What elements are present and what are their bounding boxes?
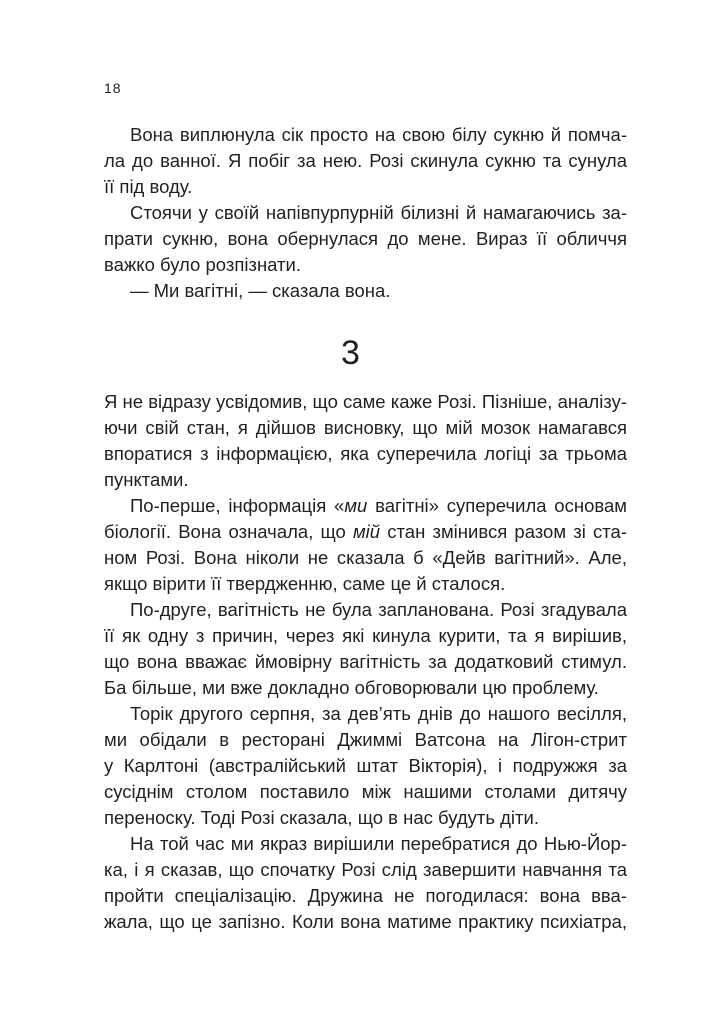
text-line: ка, і я сказав, що спочатку Розі слід завершити навчання та [104, 859, 627, 880]
text-line: що вона вважає ймовірну вагітність за додатковий стимул. [104, 651, 627, 672]
text-span: біології. Вона означала, що [104, 521, 353, 542]
italic-word: мій [353, 521, 381, 542]
text-line: ючи свій стан, я дійшов висновку, що мій мозок намагався [104, 417, 627, 438]
text-line: Ба більше, ми вже докладно обговорювали цю проблему. [104, 677, 599, 698]
page-number: 18 [104, 80, 122, 96]
text-line: На той час ми якраз вирішили перебратися до Нью-Йор- [130, 833, 627, 854]
text-line [104, 519, 627, 545]
text-line: пунктами. [104, 469, 189, 490]
text-span: По-перше, інформація « [130, 495, 345, 516]
text-line: важко було розпізнати. [104, 254, 301, 275]
text-line: Торік другого серпня, за дев’ять днів до нашого весілля, [130, 703, 627, 724]
text-line: ми обідали в ресторані Джиммі Ватсона на Лігон-стрит [104, 729, 627, 750]
text-span: стан змінився разом зі ста- [380, 521, 627, 542]
text-line: її під воду. [104, 176, 193, 197]
text-block-before-chapter [104, 122, 627, 304]
text-line: пройти спеціалізацію. Дружина не погодилася: вона вва- [104, 885, 627, 906]
text-line: сусіднім столом поставило між нашими столами дитячу [104, 781, 627, 802]
text-line: Вона виплюнула сік просто на свою білу сукню й помча- [130, 124, 627, 145]
text-line [104, 493, 627, 519]
text-line: По-друге, вагітність не була запланована. Розі згадувала [130, 599, 627, 620]
text-span: вагітні» суперечила основам [367, 495, 627, 516]
text-line: Я не відразу усвідомив, що саме каже Розі. Пізніше, аналізу- [104, 391, 627, 412]
text-line: прати сукню, вона обернулася до мене. Вираз її обличчя [104, 228, 627, 249]
text-line: у Карлтоні (австралійський штат Вікторія), і подружжя за [104, 755, 627, 776]
text-block-after-chapter [104, 389, 627, 935]
text-line: Стоячи у своїй напівпурпурній білизні й намагаючись за- [130, 202, 627, 223]
text-line: переноску. Тоді Розі сказала, що в нас будуть діти. [104, 807, 539, 828]
italic-word: ми [344, 495, 368, 516]
text-line: її як одну з причин, через які кинула курити, та я вирішив, [104, 625, 627, 646]
text-line: ном Розі. Вона ніколи не сказала б «Дейв вагітний». Але, [104, 547, 627, 568]
text-line: ла до ванної. Я побіг за нею. Розі скинула сукню та сунула [104, 150, 627, 171]
text-line: впоратися з інформацією, яка суперечила логіці за трьома [104, 443, 627, 464]
text-line: якщо вірити її твердженню, саме це й сталося. [104, 573, 506, 594]
text-line: жала, що це запізно. Коли вона матиме практику психіатра, [104, 911, 627, 932]
chapter-number: 3 [341, 334, 360, 372]
text-line: — Ми вагітні, — сказала вона. [130, 280, 391, 301]
